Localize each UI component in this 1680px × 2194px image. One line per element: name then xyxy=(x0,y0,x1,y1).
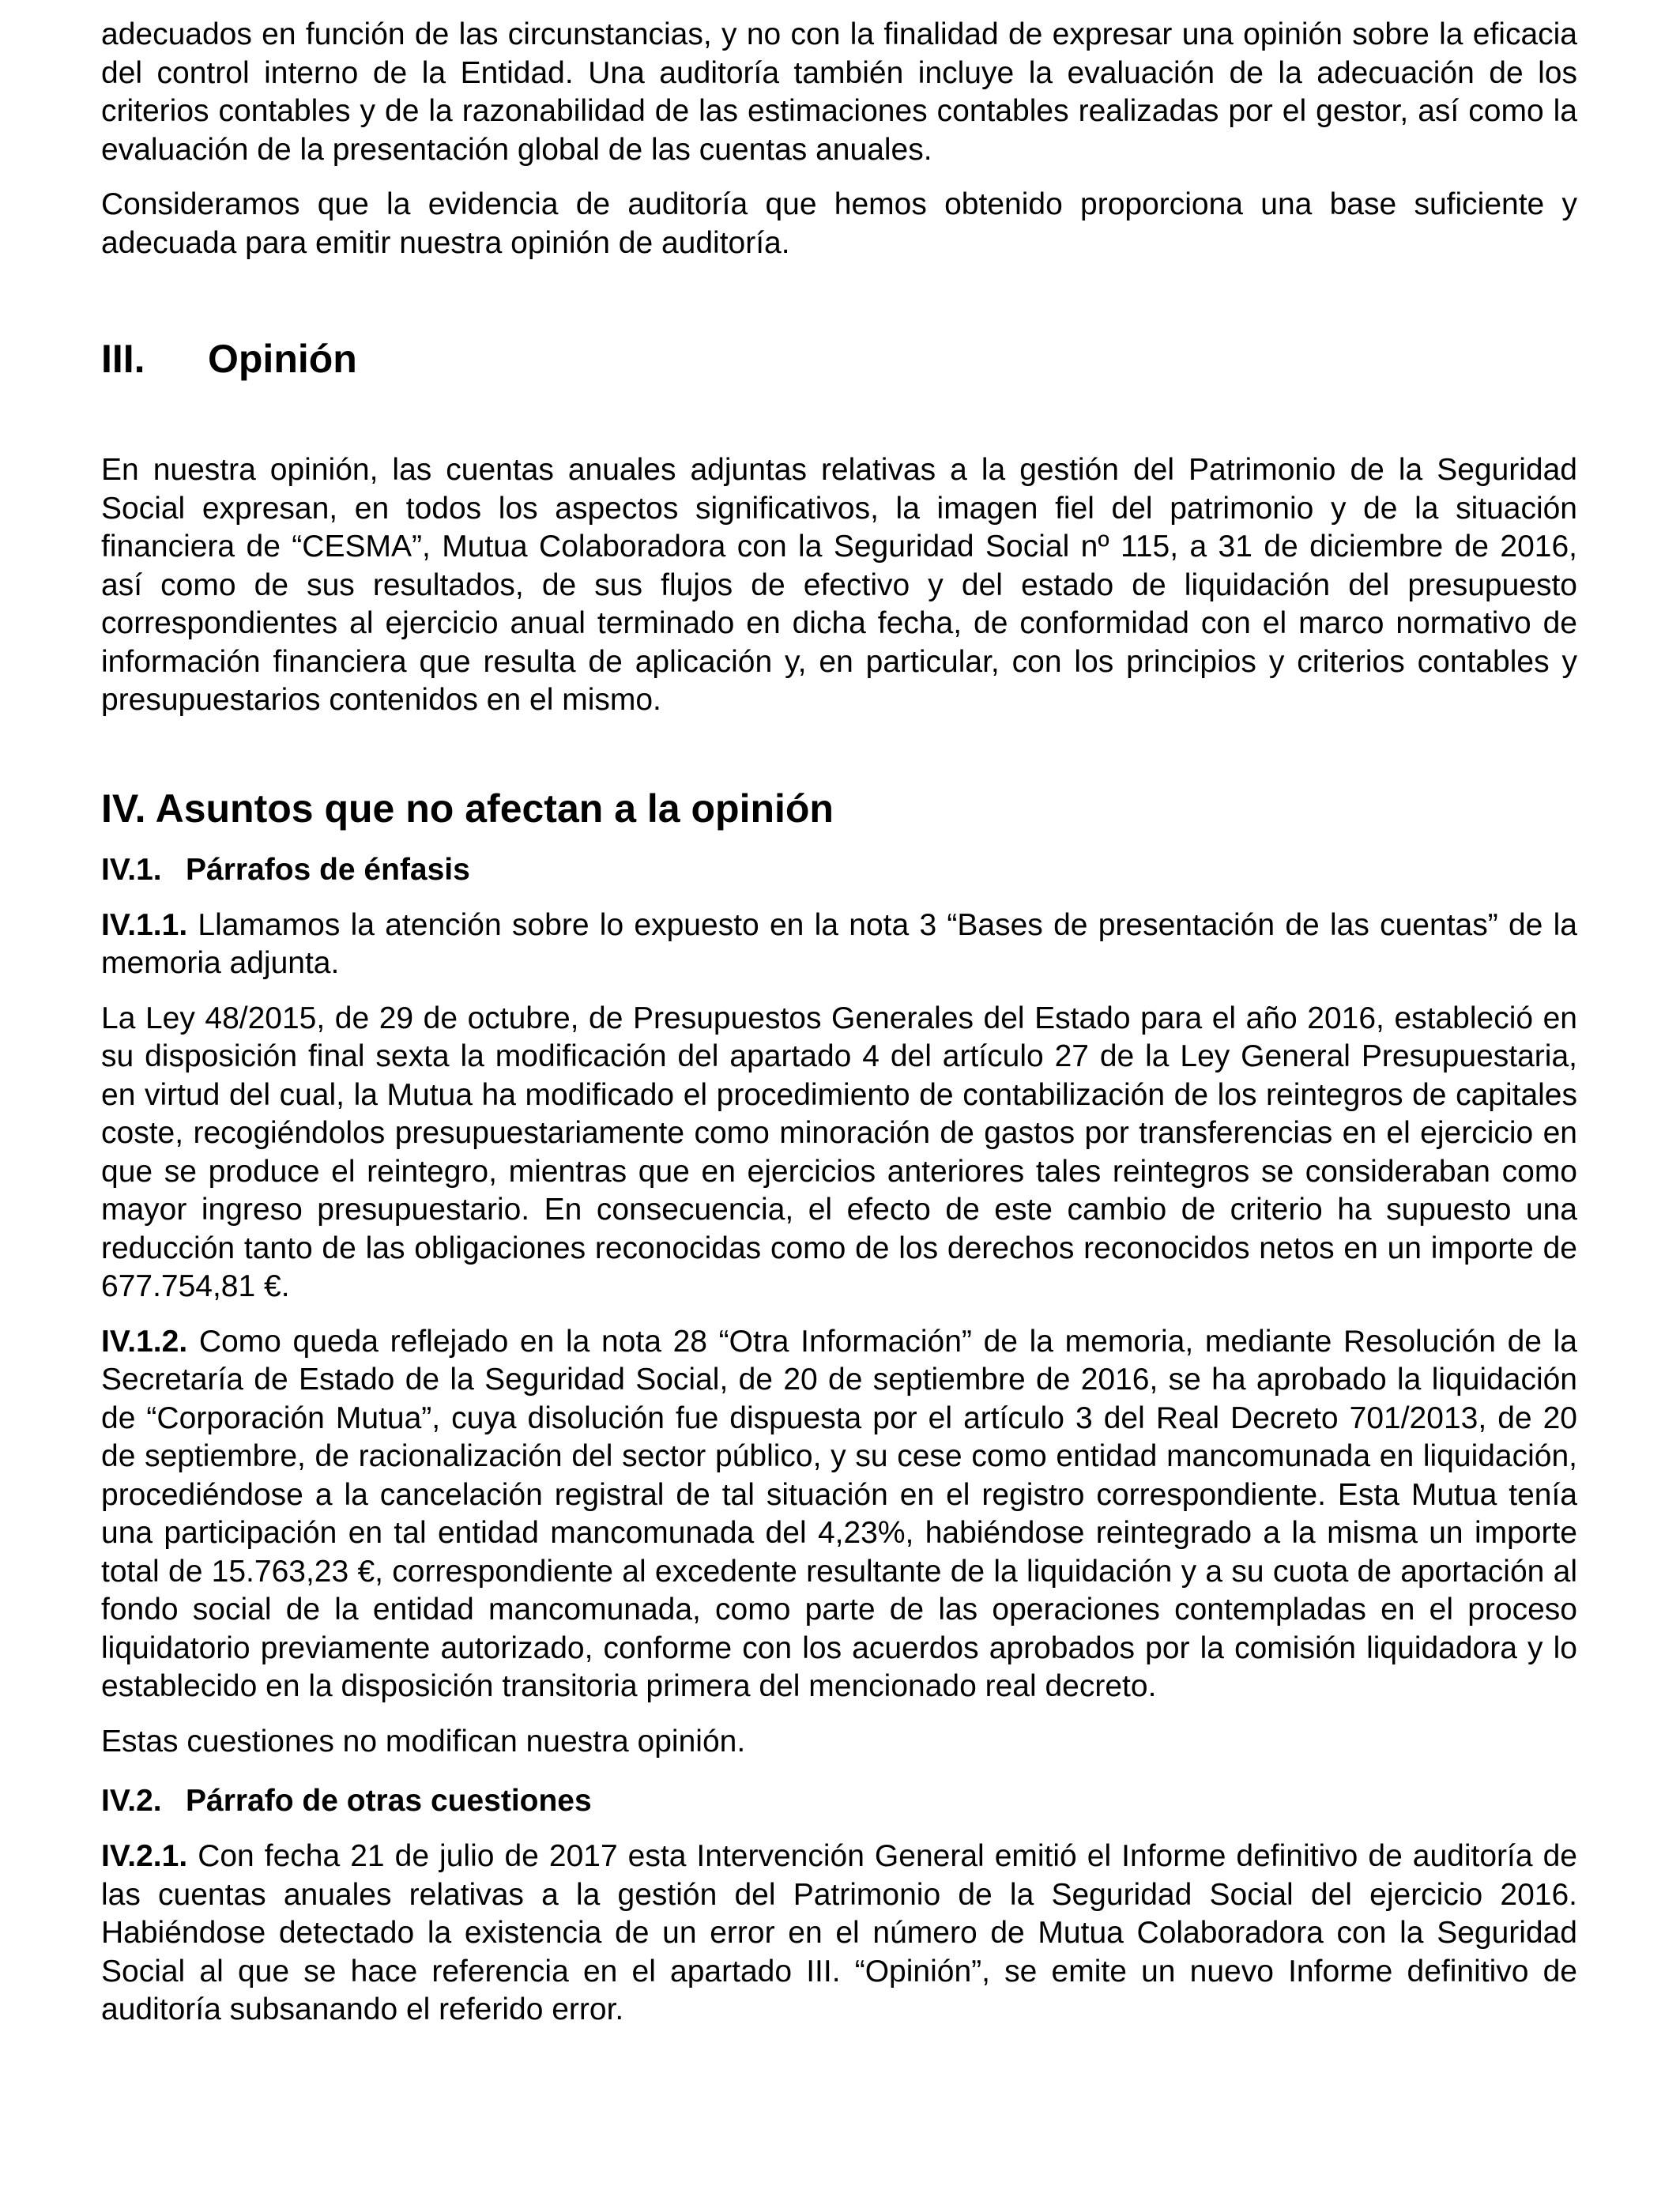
paragraph-text: Como queda reflejado en la nota 28 “Otra Información” de la memoria, mediante Resolución de la Secretaría de Estado de la Seguridad Social, de 20 de septiembre de 2016, se ha aprobado la liquidación de “Corporación Mutua”, cuya disolución fue dispuesta por el artículo 3 del Real Decreto 701/2013, de 20 de septiembre, de racionalización del sector público, y su cese como entidad mancomunada en liquidación, procediéndose a la cancelación registral de tal situación en el registro correspondiente. Esta Mutua tenía una participación en tal entidad mancomunada del 4,23%, habiéndose reintegrado a la misma un importe total de 15.763,23 €, correspondiente al excedente resultante de la liquidación y a su cuota de aportación al fondo social de la entidad mancomunada, como parte de las operaciones contempladas en el proceso liquidatorio previamente autorizado, conforme con los acuerdos aprobados por la comisión liquidadora y lo establecido en la disposición transitoria primera del mencionado real decreto. xyxy=(101,1324,1577,1703)
section-heading-asuntos: IV. Asuntos que no afectan a la opinión xyxy=(101,786,834,831)
intro-paragraph-1: adecuados en función de las circunstancias, y no con la finalidad de expresar una opinión sobre la eficacia del control interno de la Entidad. Una auditoría también incluye la evaluación de la adecuación de los criterios contables y de la razonabilidad de las estimaciones contables realizadas por el gestor, así como la evaluación de la presentación global de las cuentas anuales. xyxy=(101,17,1577,167)
section-heading-opinion xyxy=(101,335,1577,383)
paragraph-label: IV.1.2. xyxy=(101,1324,188,1359)
paragraph-ley-48-2015: La Ley 48/2015, de 29 de octubre, de Presupuestos Generales del Estado para el año 2016, estableció en su disposición final sexta la modificación del apartado 4 del artículo 27 de la Ley General Presupuestaria, en virtud del cual, la Mutua ha modificado el procedimiento de contabilización de los reintegros de capitales coste, recogiéndolos presupuestariamente como minoración de gastos por transferencias en el ejercicio en que se produce el reintegro, mientras que en ejercicios anteriores tales reintegros se consideraban como mayor ingreso presupuestario. En consecuencia, el efecto de este cambio de criterio ha supuesto una reducción tanto de las obligaciones reconocidas como de los derechos reconocidos netos en un importe de 677.754,81 €. xyxy=(101,1001,1577,1303)
paragraph-iv-2-1 xyxy=(101,1838,1577,2030)
subsection-heading-enfasis xyxy=(101,851,1577,889)
section-title: Opinión xyxy=(208,337,357,381)
intro-paragraph-2: Consideramos que la evidencia de auditoría que hemos obtenido proporciona una base suficiente y adecuada para emitir nuestra opinión de auditoría. xyxy=(101,187,1577,260)
paragraph-label: IV.1.1. xyxy=(101,907,188,942)
subsection-number: IV.1. xyxy=(101,852,162,887)
document-page xyxy=(101,16,1577,2030)
subsection-heading-otras-cuestiones xyxy=(101,1782,1577,1820)
paragraph-label: IV.2.1. xyxy=(101,1839,188,1873)
paragraph-text: Llamamos la atención sobre lo expuesto en la nota 3 “Bases de presentación de las cuentas” de la memoria adjunta. xyxy=(101,907,1577,980)
subsection-title: Párrafo de otras cuestiones xyxy=(186,1784,592,1818)
paragraph-iv-1-1 xyxy=(101,907,1577,983)
opinion-paragraph: En nuestra opinión, las cuentas anuales adjuntas relativas a la gestión del Patrimonio de la Seguridad Social expresan, en todos los aspectos significativos, la imagen fiel del patrimonio y de la situación financiera de “CESMA”, Mutua Colaboradora con la Seguridad Social nº 115, a 31 de diciembre de 2016, así como de sus resultados, de sus flujos de efectivo y del estado de liquidación del presupuesto correspondientes al ejercicio anual terminado en dicha fecha, de conformidad con el marco normativo de información financiera que resulta de aplicación y, en particular, con los principios y criterios contables y presupuestarios contenidos en el mismo. xyxy=(101,453,1577,717)
paragraph-text: Con fecha 21 de julio de 2017 esta Intervención General emitió el Informe definitivo de auditoría de las cuentas anuales relativas a la gestión del Patrimonio de la Seguridad Social del ejercicio 2016. Habiéndose detectado la existencia de un error en el número de Mutua Colaboradora con la Seguridad Social al que se hace referencia en el apartado III. “Opinión”, se emite un nuevo Informe definitivo de auditoría subsanando el referido error. xyxy=(101,1839,1577,2026)
subsection-title: Párrafos de énfasis xyxy=(186,852,470,887)
paragraph-conclusion: Estas cuestiones no modifican nuestra opinión. xyxy=(101,1724,746,1759)
section-number: III. xyxy=(101,337,145,381)
paragraph-iv-1-2 xyxy=(101,1323,1577,1706)
subsection-number: IV.2. xyxy=(101,1784,162,1818)
